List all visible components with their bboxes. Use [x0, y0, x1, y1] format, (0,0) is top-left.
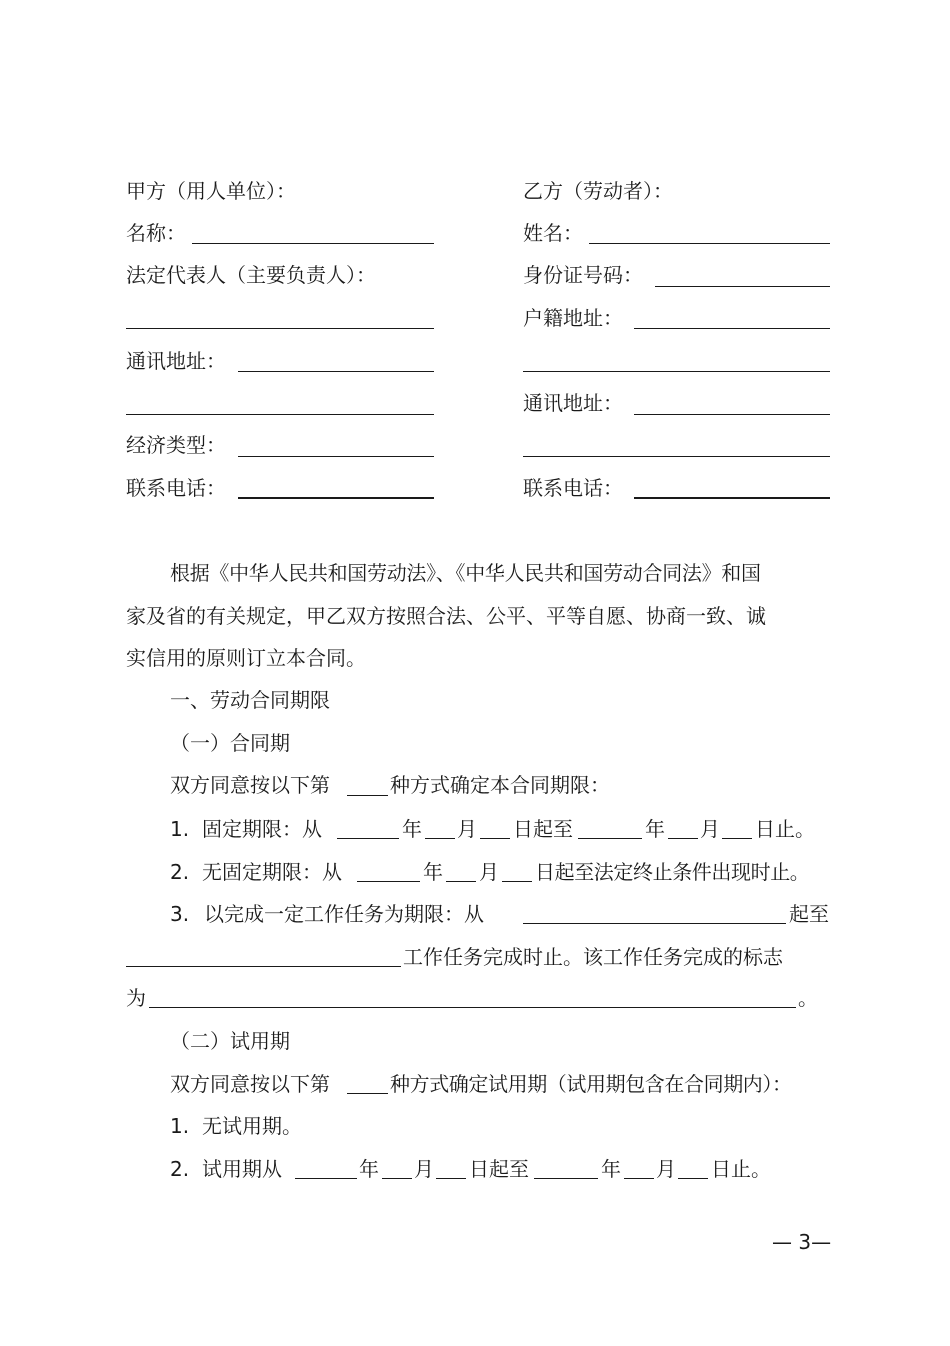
party-b-phone-label: 联系电话： [523, 476, 623, 500]
party-a-name-field[interactable] [192, 243, 434, 244]
item-2-end-text: 日起至法定终止条件出现时止。 [535, 860, 810, 884]
item-2-start-day-field[interactable] [502, 881, 532, 882]
party-b-household-field-2[interactable] [523, 371, 830, 372]
item-1-month-unit: 月 [457, 817, 477, 841]
item-3-number: 3. [170, 902, 190, 926]
party-a-name-label: 名称： [126, 221, 186, 245]
probation-start-month-field[interactable] [382, 1178, 412, 1179]
party-b-phone-field[interactable] [634, 497, 830, 499]
probation-day-from: 日起至 [469, 1157, 529, 1181]
probation-day-end: 日止。 [711, 1157, 771, 1181]
item-2-year-unit: 年 [423, 860, 443, 884]
sub-1-choice-field[interactable] [347, 795, 388, 796]
probation-end-year-field[interactable] [534, 1178, 598, 1179]
party-b-name-label: 姓名： [523, 221, 583, 245]
item-3-period: 。 [798, 986, 818, 1010]
item-1-end-month-unit: 月 [700, 817, 720, 841]
item-1-end-year-unit: 年 [645, 817, 665, 841]
probation-end-month-field[interactable] [624, 1178, 654, 1179]
item-3-mark-field[interactable] [149, 1007, 796, 1008]
item-2-start-month-field[interactable] [446, 881, 476, 882]
item-1-day-from: 日起至 [513, 817, 573, 841]
item-2-label: 无固定期限：从 [202, 860, 342, 884]
item-1-start-month-field[interactable] [425, 838, 455, 839]
item-2-number: 2. [170, 860, 190, 884]
probation-item-2-number: 2. [170, 1157, 190, 1181]
party-b-address-field[interactable] [634, 414, 830, 415]
probation-item-1-text: 无试用期。 [202, 1114, 302, 1138]
item-3-to: 起至 [789, 902, 829, 926]
item-1-day-end: 日止。 [755, 817, 815, 841]
party-b-address-label: 通讯地址： [523, 391, 623, 415]
item-1-end-month-field[interactable] [668, 838, 698, 839]
item-2-start-year-field[interactable] [357, 881, 420, 882]
item-1-number: 1. [170, 817, 190, 841]
sub-2-choice-field[interactable] [347, 1093, 388, 1094]
party-a-phone-field[interactable] [238, 497, 434, 499]
sub-2-agree-b: 种方式确定试用期（试用期包含在合同期内）： [390, 1072, 792, 1096]
page-number: — 3— [772, 1230, 832, 1254]
party-a-legal-rep-label: 法定代表人（主要负责人）： [126, 263, 376, 287]
item-3-mark-label: 为 [126, 986, 146, 1010]
sub-1-heading: （一）合同期 [170, 731, 290, 755]
party-b-id-label: 身份证号码： [523, 263, 643, 287]
party-a-phone-label: 联系电话： [126, 476, 226, 500]
party-b-household-field[interactable] [634, 328, 830, 329]
intro-line-2: 家及省的有关规定，甲乙双方按照合法、公平、平等自愿、协商一致、诚 [126, 604, 766, 628]
item-2-month-unit: 月 [479, 860, 499, 884]
party-a-heading: 甲方（用人单位）： [126, 179, 296, 203]
item-1-start-year-field[interactable] [337, 838, 399, 839]
party-b-name-field[interactable] [589, 243, 830, 244]
party-b-heading: 乙方（劳动者）： [523, 179, 673, 203]
sub-2-heading: （二）试用期 [170, 1029, 290, 1053]
probation-month-unit: 月 [414, 1157, 434, 1181]
item-3-task-field[interactable] [126, 966, 401, 967]
sub-1-agree-b: 种方式确定本合同期限： [390, 773, 610, 797]
intro-line-3: 实信用的原则订立本合同。 [126, 646, 366, 670]
party-b-household-label: 户籍地址： [523, 306, 623, 330]
item-1-end-year-field[interactable] [578, 838, 642, 839]
sub-1-agree-a: 双方同意按以下第 [170, 773, 330, 797]
probation-start-day-field[interactable] [436, 1178, 466, 1179]
party-a-econ-type-label: 经济类型： [126, 433, 226, 457]
item-1-start-day-field[interactable] [480, 838, 510, 839]
probation-end-month-unit: 月 [656, 1157, 676, 1181]
item-1-year-unit: 年 [402, 817, 422, 841]
probation-year-unit: 年 [359, 1157, 379, 1181]
probation-end-day-field[interactable] [678, 1178, 708, 1179]
item-3-start-field[interactable] [523, 923, 786, 924]
party-a-legal-rep-field[interactable] [126, 328, 434, 329]
sub-2-agree-a: 双方同意按以下第 [170, 1072, 330, 1096]
item-3-label: 以完成一定工作任务为期限：从 [204, 902, 484, 926]
party-a-econ-type-field[interactable] [238, 456, 434, 457]
party-a-address-field-2[interactable] [126, 414, 434, 415]
intro-line-1: 根据《中华人民共和国劳动法》、《中华人民共和国劳动合同法》和国 [170, 561, 761, 585]
item-1-label: 固定期限：从 [202, 817, 322, 841]
party-b-id-field[interactable] [655, 286, 830, 287]
party-a-address-label: 通讯地址： [126, 349, 226, 373]
party-b-address-field-2[interactable] [523, 456, 830, 457]
item-1-end-day-field[interactable] [722, 838, 752, 839]
probation-item-2-label: 试用期从 [202, 1157, 282, 1181]
party-a-address-field[interactable] [238, 371, 434, 372]
item-3-task-text: 工作任务完成时止。该工作任务完成的标志 [403, 945, 783, 969]
probation-start-year-field[interactable] [295, 1178, 357, 1179]
probation-item-1-number: 1. [170, 1114, 190, 1138]
probation-end-year-unit: 年 [601, 1157, 621, 1181]
section-1-heading: 一、劳动合同期限 [170, 688, 330, 712]
